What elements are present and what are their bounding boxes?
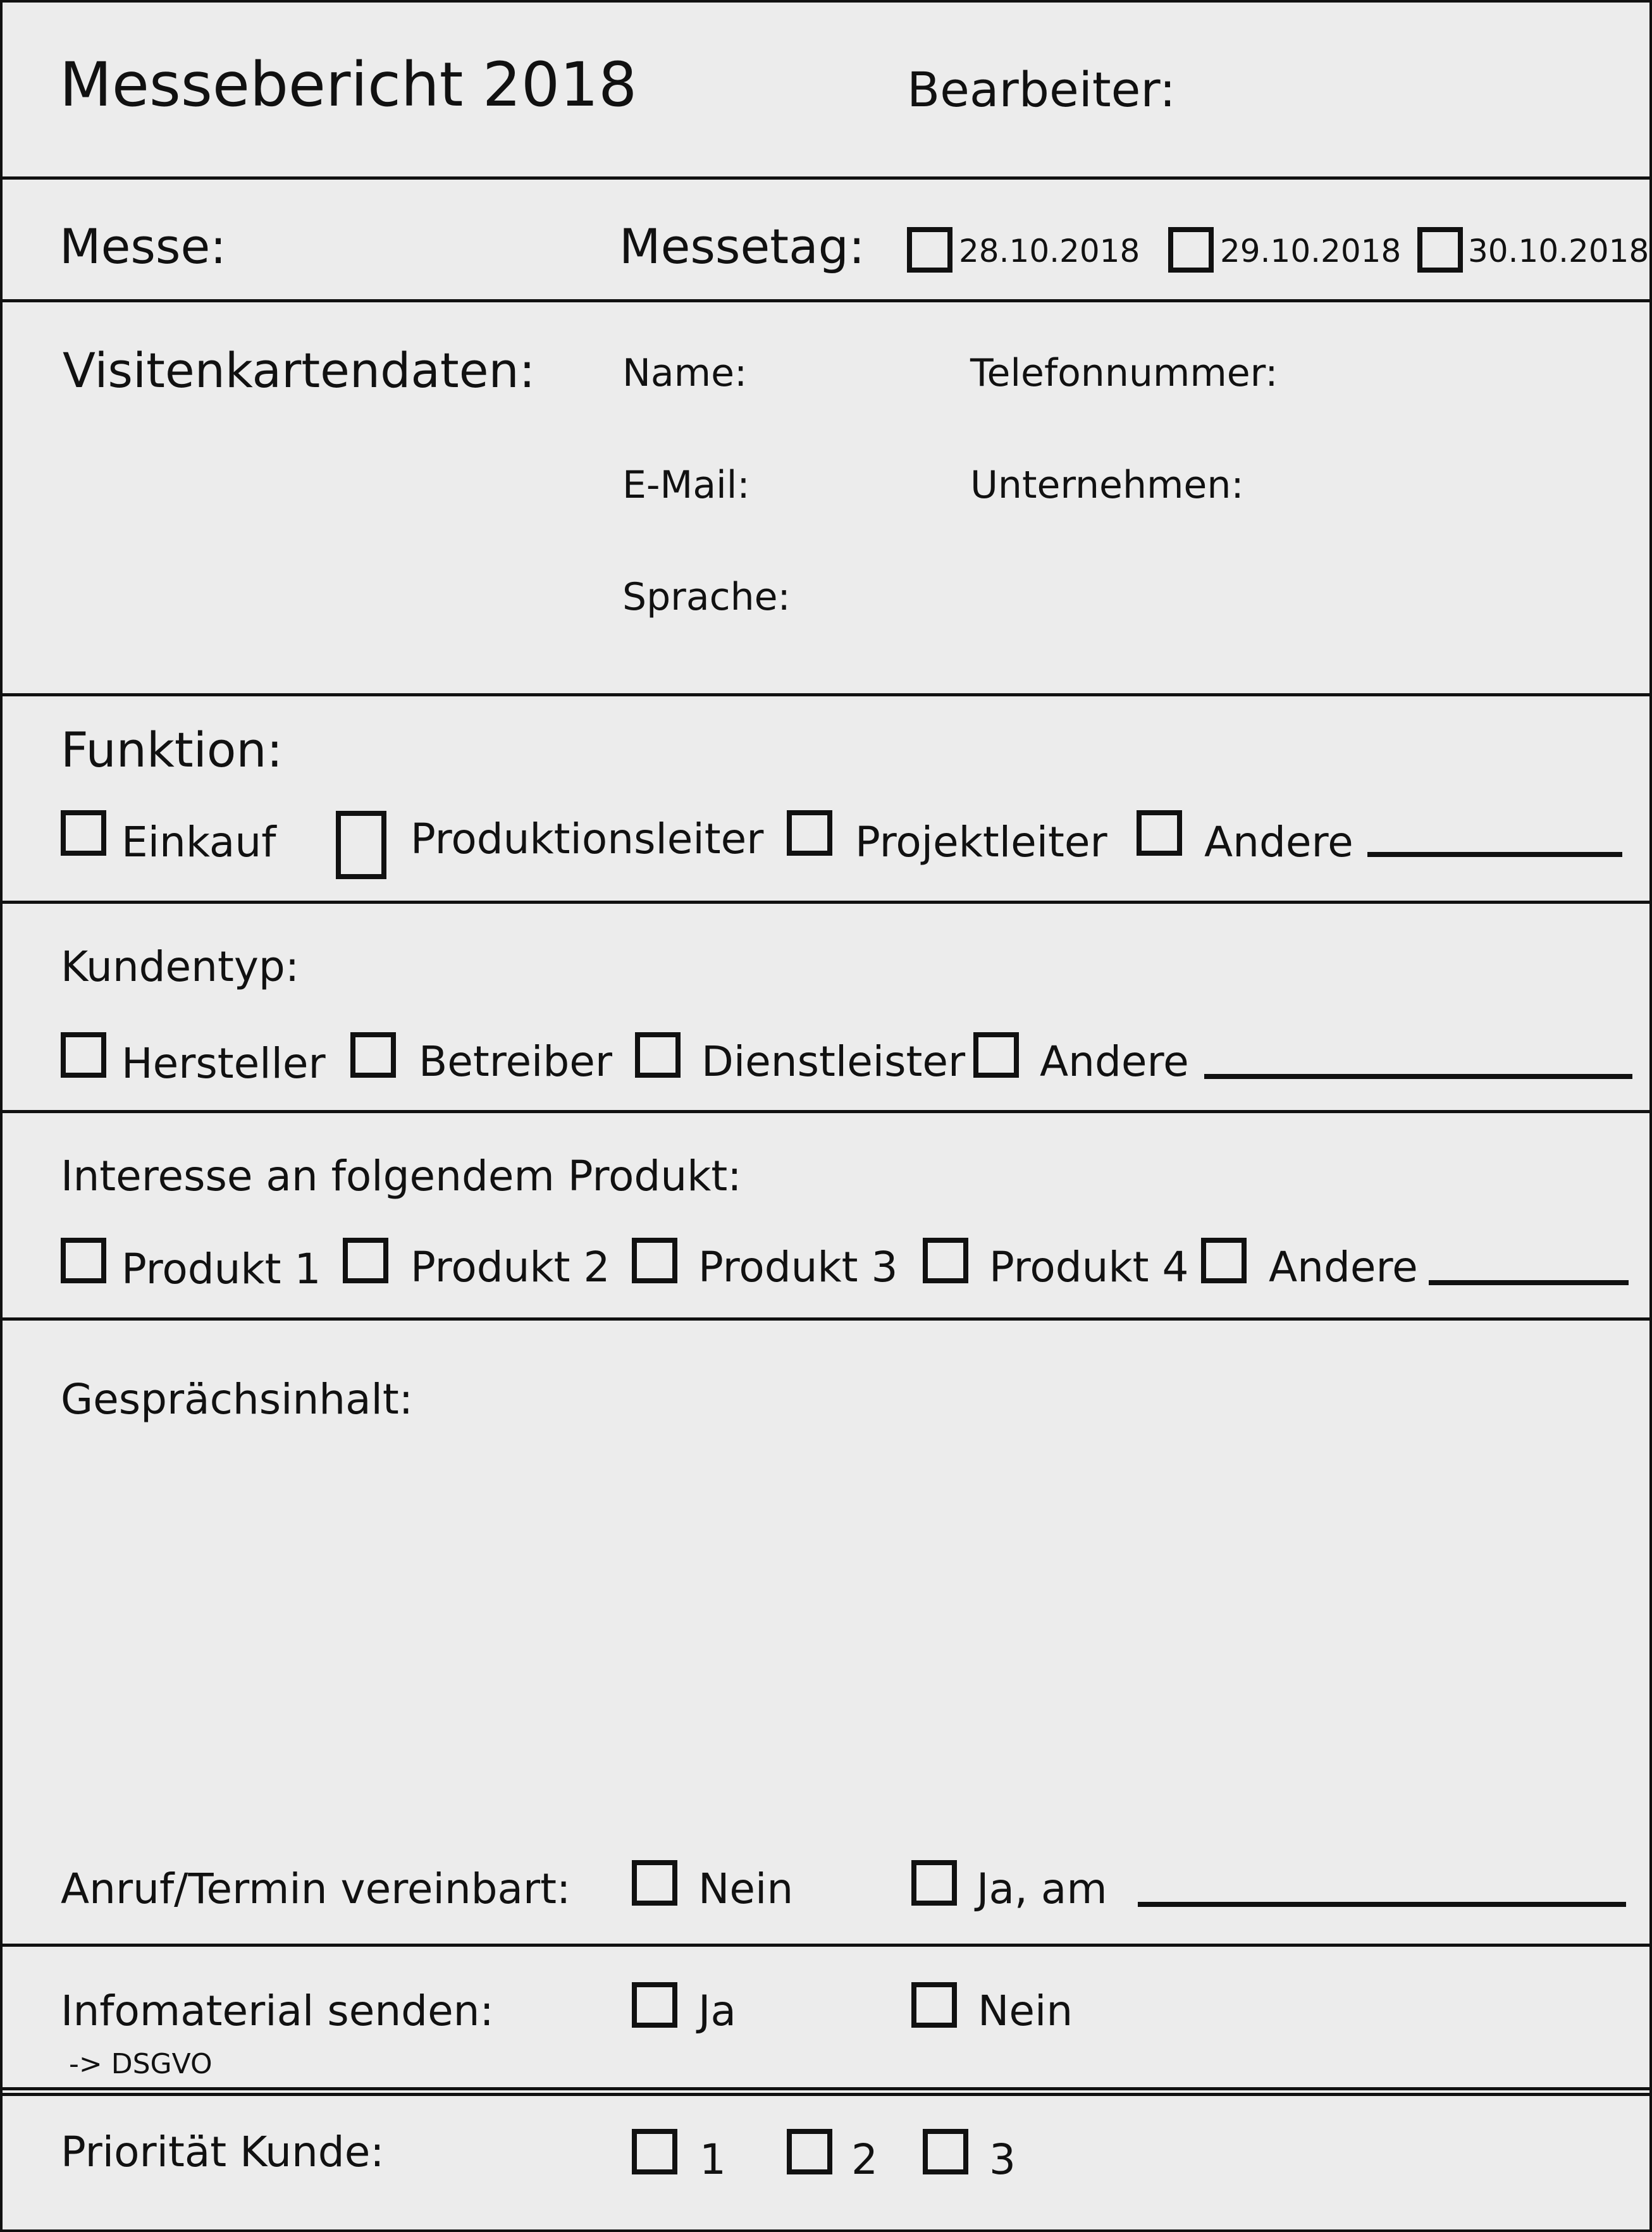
function-checkbox-purchasing[interactable] bbox=[61, 810, 106, 856]
customer-type-option-manufacturer: Hersteller bbox=[121, 1039, 326, 1088]
divider bbox=[3, 176, 1649, 180]
name-field-label: Name: bbox=[622, 351, 748, 395]
conversation-notes-area[interactable] bbox=[61, 1438, 1629, 1843]
customer-type-other-line[interactable] bbox=[1204, 1074, 1632, 1079]
product-option-3: Produkt 3 bbox=[698, 1243, 898, 1292]
priority-checkbox-1[interactable] bbox=[632, 2129, 677, 2174]
function-option-production-manager: Produktionsleiter bbox=[410, 815, 764, 863]
info-material-label: Infomaterial senden: bbox=[61, 1987, 494, 2035]
customer-type-checkbox-other[interactable] bbox=[973, 1032, 1019, 1078]
customer-type-checkbox-service-provider[interactable] bbox=[635, 1032, 681, 1078]
product-checkbox-2[interactable] bbox=[343, 1238, 388, 1283]
date-checkbox-1[interactable] bbox=[907, 227, 952, 273]
date-option-1: 28.10.2018 bbox=[959, 233, 1140, 269]
product-option-other: Andere bbox=[1269, 1243, 1418, 1292]
priority-option-3: 3 bbox=[989, 2135, 1016, 2184]
function-checkbox-production-manager[interactable] bbox=[336, 811, 386, 879]
call-no-option: Nein bbox=[698, 1865, 794, 1913]
divider bbox=[3, 1317, 1649, 1321]
business-card-label: Visitenkartendaten: bbox=[63, 342, 536, 398]
function-other-line[interactable] bbox=[1367, 852, 1622, 857]
date-checkbox-2[interactable] bbox=[1168, 227, 1214, 273]
product-checkbox-other[interactable] bbox=[1201, 1238, 1247, 1283]
function-checkbox-other[interactable] bbox=[1137, 810, 1182, 856]
divider bbox=[3, 1944, 1649, 1947]
function-option-other: Andere bbox=[1204, 818, 1353, 866]
phone-field-label: Telefonnummer: bbox=[970, 351, 1278, 395]
divider bbox=[3, 299, 1649, 302]
customer-type-label: Kundentyp: bbox=[61, 942, 300, 991]
date-checkbox-3[interactable] bbox=[1417, 227, 1463, 273]
function-option-project-manager: Projektleiter bbox=[855, 818, 1107, 866]
divider bbox=[3, 2087, 1649, 2090]
priority-checkbox-2[interactable] bbox=[787, 2129, 832, 2174]
info-yes-checkbox[interactable] bbox=[632, 1982, 677, 2028]
conversation-label: Gesprächsinhalt: bbox=[61, 1375, 414, 1424]
fair-day-label: Messetag: bbox=[619, 218, 865, 274]
email-field-label: E-Mail: bbox=[622, 463, 750, 507]
function-checkbox-project-manager[interactable] bbox=[787, 810, 832, 856]
divider bbox=[3, 1110, 1649, 1113]
editor-label: Bearbeiter: bbox=[907, 61, 1176, 118]
product-checkbox-3[interactable] bbox=[632, 1238, 677, 1283]
priority-checkbox-3[interactable] bbox=[923, 2129, 968, 2174]
divider bbox=[3, 901, 1649, 904]
call-yes-option: Ja, am bbox=[977, 1865, 1107, 1913]
function-label: Funktion: bbox=[61, 722, 283, 778]
product-option-2: Produkt 2 bbox=[410, 1243, 610, 1292]
page-title: Messebericht 2018 bbox=[59, 49, 638, 120]
divider bbox=[3, 693, 1649, 696]
gdpr-note: -> DSGVO bbox=[69, 2048, 213, 2080]
product-option-1: Produkt 1 bbox=[121, 1245, 321, 1293]
company-field-label: Unternehmen: bbox=[970, 463, 1244, 507]
call-scheduled-label: Anruf/Termin vereinbart: bbox=[61, 1865, 571, 1913]
call-date-line[interactable] bbox=[1138, 1902, 1626, 1907]
date-option-3: 30.10.2018 bbox=[1468, 233, 1649, 269]
customer-type-option-operator: Betreiber bbox=[419, 1037, 613, 1086]
date-option-2: 29.10.2018 bbox=[1220, 233, 1402, 269]
fair-label: Messe: bbox=[59, 218, 226, 274]
priority-option-1: 1 bbox=[700, 2135, 726, 2184]
customer-type-checkbox-manufacturer[interactable] bbox=[61, 1032, 106, 1078]
call-no-checkbox[interactable] bbox=[632, 1860, 677, 1906]
customer-type-checkbox-operator[interactable] bbox=[350, 1032, 396, 1078]
priority-option-2: 2 bbox=[851, 2135, 878, 2184]
product-other-line[interactable] bbox=[1429, 1280, 1629, 1285]
divider bbox=[3, 2093, 1649, 2096]
customer-type-option-other: Andere bbox=[1040, 1037, 1189, 1086]
product-checkbox-1[interactable] bbox=[61, 1238, 106, 1283]
customer-type-option-service-provider: Dienstleister bbox=[701, 1037, 966, 1086]
product-option-4: Produkt 4 bbox=[989, 1243, 1189, 1292]
priority-label: Priorität Kunde: bbox=[61, 2128, 385, 2176]
function-option-purchasing: Einkauf bbox=[121, 818, 276, 866]
interest-label: Interesse an folgendem Produkt: bbox=[61, 1152, 742, 1200]
call-yes-checkbox[interactable] bbox=[911, 1860, 957, 1906]
product-checkbox-4[interactable] bbox=[923, 1238, 968, 1283]
info-no-option: Nein bbox=[978, 1987, 1073, 2035]
info-yes-option: Ja bbox=[698, 1987, 736, 2035]
language-field-label: Sprache: bbox=[622, 575, 791, 619]
info-no-checkbox[interactable] bbox=[911, 1982, 957, 2028]
